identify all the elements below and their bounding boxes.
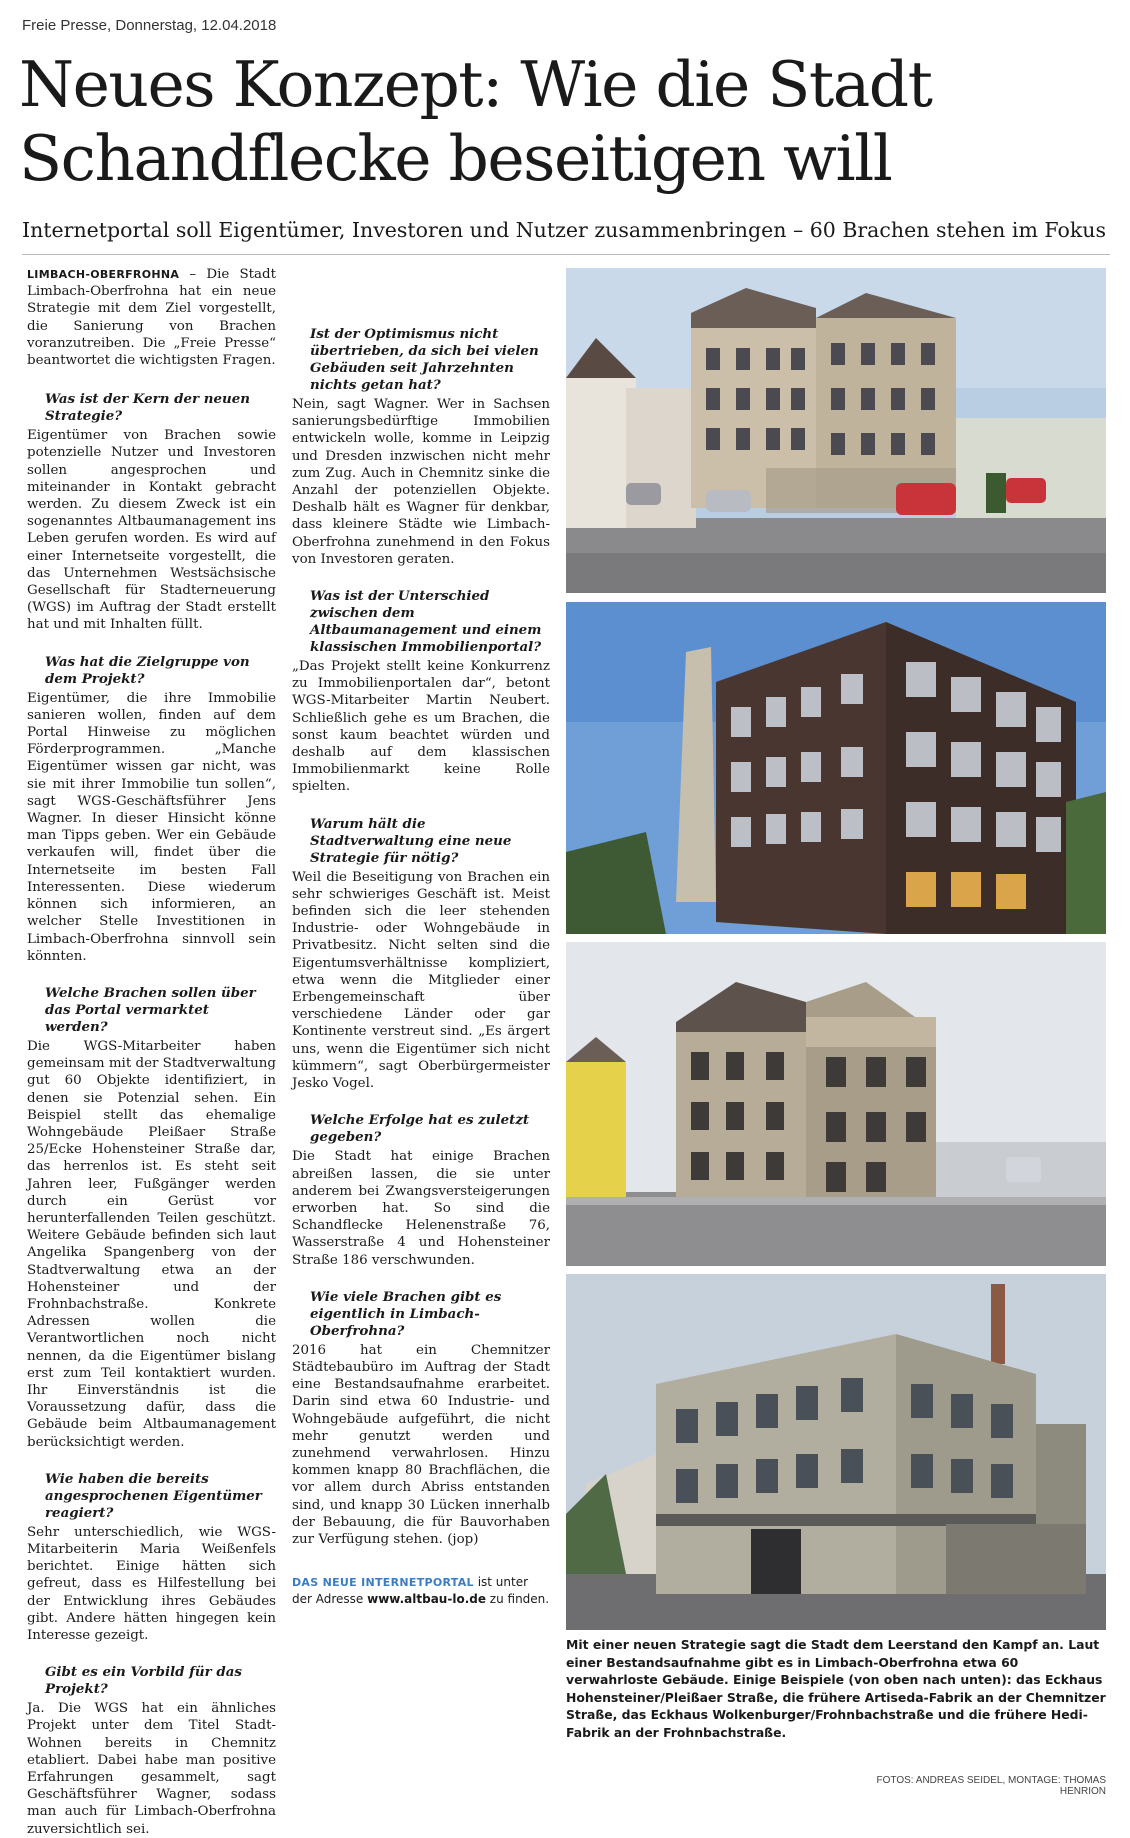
photo-wolkenburger-image [566,942,1106,1266]
answer-paragraph: 2016 hat ein Chemnitzer Städtebaubüro im Auftrag der Stadt eine Bestandsaufnahme erarbeitet. Darin sind etwa 60 Industrie- und Wohngebäude aufgeführt, die nicht mehr genutzt werden und zunehmend verwahrlosen. Hinzu kommen knapp 80 Brachflächen, die vor allem durch Abriss entstanden sind, und knapp 30 Lücken innerhalb der Bebauung, die für Bauvorhaben zur Verfügung stehen. (jop) [292,1342,550,1547]
answer-paragraph: Nein, sagt Wagner. Wer in Sachsen sanierungsbedürftige Immobilien entwickeln wolle, komme in Leipzig und Dresden inzwischen nicht mehr zum Zug. Auch in Chemnitz sinke die Anzahl der potenziellen Objekte. Deshalb hält es Wagner für denkbar, dass kleinere Städte wie Limbach-Oberfrohna zunehmend in den Fokus von Investoren geraten. [292,397,550,567]
answer-paragraph: Ja. Die WGS hat ein ähnliches Projekt unter dem Titel Stadt-Wohnen bereits in Chemnitz etabliert. Dabei habe man positive Erfahrungen gesammelt, sagt Geschäftsführer Wagner, sodass man auch für Limbach-Oberfrohna zuversichtlich sei. [27,1701,276,1837]
portal-url[interactable]: www.altbau-lo.de [367,1592,486,1607]
question-heading: Ist der Optimismus nicht übertrieben, da sich bei vielen Gebäuden seit Jahrzehnten nichts getan hat? [310,326,539,393]
photo-hedi-factory-image [566,1274,1106,1630]
photo-credit: FOTOS: ANDREAS SEIDEL, MONTAGE: THOMAS HENRION [876,1775,1106,1797]
answer-paragraph: Die WGS-Mitarbeiter haben gemeinsam mit der Stadtverwaltung gut 60 Objekte identifiziert, in denen sie Potenzial sehen. Ein Beispiel stellt das ehemalige Wohngebäude Pleißaer Straße 25/Ecke Hohensteiner Straße dar, das herrenlos ist. Es steht seit Jahren leer, Fußgänger werden durch ein Gerüst vor herunterfallenden Teilen geschützt. Weitere Gebäude befinden sich laut Angelika Spangenberg von der Stadtverwaltung etwa an der Hohensteiner und der Frohnbachstraße. Konkrete Adressen wollen die Verantwortlichen noch nicht nennen, da die Eigentümer bislang erst zum Teil kontaktiert wurden. Ihr Einverständnis ist die Voraussetzung dafür, dass die Gebäude beim Altbaumanagement berücksichtigt werden. [27,1038,276,1450]
answer-paragraph: Weil die Beseitigung von Brachen ein sehr schwieriges Geschäft ist. Meist befinden sich die leer stehenden Industrie- oder Wohngebäude in Privatbesitz. Nicht selten sind die Eigentumsverhältnisse kompliziert, etwa wenn die Mitglieder einer Erbengemeinschaft über verschiedene Länder oder gar Kontinente verstreut sind. „Es ärgert uns, wenn die Eigentümer sich nicht kümmern“, sagt Oberbürgermeister Jesko Vogel. [292,869,550,1092]
divider [22,254,1110,255]
question-heading: Was ist der Kern der neuen Strategie? [45,391,250,425]
headline: Neues Konzept: Wie die Stadt Schandflecke beseitigen will [19,48,932,195]
portal-note-highlight: DAS NEUE INTERNETPORTAL [292,1576,474,1590]
portal-note: DAS NEUE INTERNETPORTAL ist unter der Adresse www.altbau-lo.de zu finden. [292,1575,550,1607]
answer-paragraph: Die Stadt hat einige Brachen abreißen lassen, die sie unter anderem bei Zwangsversteigerungen erworben hat. So sind die Schandflecke Helenenstraße 76, Wasserstraße 4 und Hohensteiner Straße 186 verschwunden. [292,1149,550,1268]
question-heading: Was hat die Zielgruppe von dem Projekt? [45,653,250,687]
question-heading: Wie viele Brachen gibt es eigentlich in Limbach-Oberfrohna? [310,1288,502,1339]
answer-paragraph: „Das Projekt stellt keine Konkurrenz zu Immobilienportalen dar“, betont WGS-Mitarbeiter Martin Neubert. Schließlich gehe es um Brachen, die sonst kaum beachtet würden und deshalb auf dem klassischen Immobilienmarkt keine Rolle spielten. [292,659,550,795]
dateline: Freie Presse, Donnerstag, 12.04.2018 [22,17,277,34]
article-column-2 [292,266,550,1607]
photo-artiseda-factory-image [566,602,1106,934]
lead-paragraph: LIMBACH-OBERFROHNA – Die Stadt Limbach-Oberfrohna hat ein neue Strategie mit dem Ziel vorgestellt, die Sanierung von Brachen voranzutreiben. Die „Freie Presse“ beantwortet die wichtigsten Fragen. [27,267,276,369]
photo-artiseda-factory [566,602,1106,934]
question-heading: Gibt es ein Vorbild für das Projekt? [45,1664,242,1698]
question-heading: Welche Erfolge hat es zuletzt gegeben? [310,1112,530,1146]
photo-corner-house-image [566,268,1106,593]
photo-wolkenburger-corner-house [566,942,1106,1266]
question-heading: Wie haben die bereits angesprochenen Eigentümer reagiert? [45,1470,262,1521]
answer-paragraph: Sehr unterschiedlich, wie WGS-Mitarbeiterin Maria Weißenfels berichtet. Einige hätten sich gefreut, dass es Hilfestellung bei der Entwicklung ihres Gebäudes gibt. Andere hätten hingegen kein Interesse gezeigt. [27,1524,276,1643]
article-column-1 [27,266,276,1838]
photo-hedi-factory [566,1274,1106,1630]
photo-corner-house [566,268,1106,593]
photo-caption: Mit einer neuen Strategie sagt die Stadt dem Leerstand den Kampf an. Laut einer Bestandsaufnahme gibt es in Limbach-Oberfrohna etwa 60 verwahrloste Gebäude. Einige Beispiele (von oben nach unten): das Eckhaus Hohensteiner/Pleißaer Straße, die frühere Artiseda-Fabrik an der Chemnitzer Straße, das Eckhaus Wolkenburger/Frohnbachstraße und die frühere Hedi-Fabrik an der Frohnbachstraße. [566,1637,1106,1740]
question-heading: Was ist der Unterschied zwischen dem Altbaumanagement und einem klassischen Immobilienportal? [310,588,542,656]
question-heading: Warum hält die Stadtverwaltung eine neue Strategie für nötig? [310,815,512,866]
subheadline: Internetportal soll Eigentümer, Investoren und Nutzer zusammenbringen – 60 Brachen stehen im Fokus [22,218,1106,242]
answer-paragraph: Eigentümer, die ihre Immobilie sanieren wollen, finden auf dem Portal Hinweise zu möglichen Förderprogrammen. „Manche Eigentümer wissen gar nicht, was sie mit ihrer Immobilie tun sollen“, sagt WGS-Geschäftsführer Jens Wagner. In dieser Hinsicht könne man Tipps geben. Wer ein Gebäude verkaufen will, findet über die Internetseite im besten Fall Interessenten. Diese wiederum können sich informieren, an welcher Stelle Investitionen in Limbach-Oberfrohna sinnvoll sein könnten. [27,690,276,964]
question-heading: Welche Brachen sollen über das Portal vermarktet werden? [45,984,256,1035]
location-tag: LIMBACH-OBERFROHNA [27,268,180,281]
answer-paragraph: Eigentümer von Brachen sowie potenzielle Nutzer und Investoren sollen angesprochen und miteinander in Kontakt gebracht werden. Zu diesem Zweck ist ein sogenanntes Altbaumanagement ins Leben gerufen worden. Es wird auf einer Internetseite vorgestellt, die das Unternehmen Westsächsische Gesellschaft für Stadterneuerung (WGS) im Auftrag der Stadt erstellt hat und mit Inhalten füllt. [27,428,276,633]
